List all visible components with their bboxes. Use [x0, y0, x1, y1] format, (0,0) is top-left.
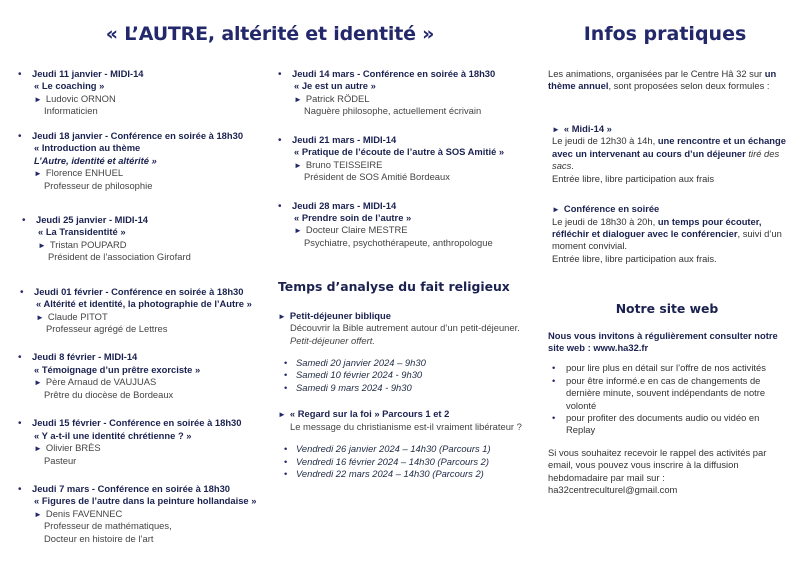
date-item: • Vendredi 22 mars 2024 – 14h30 (Parcours 2): [284, 468, 533, 480]
info-column: [548, 68, 786, 496]
website-title: Notre site web: [615, 301, 719, 317]
event-subtitle: « Le coaching »: [34, 80, 105, 92]
event-subtitle: « Introduction au thème: [34, 142, 141, 154]
bullet-icon: •: [20, 286, 24, 298]
faith-desc: Le message du christianisme est-il vraiment libérateur ?: [290, 420, 522, 432]
triangle-right-icon: ►: [278, 311, 286, 321]
event-desc: Psychiatre, psychothérapeute, anthropologue: [304, 236, 493, 248]
event-subtitle: « Je est un autre »: [294, 80, 376, 92]
event-item: [18, 417, 278, 467]
page-title: « L’AUTRE, altérité et identité »: [105, 23, 435, 45]
event-speaker: ► Docteur Claire MESTRE: [294, 224, 408, 236]
triangle-right-icon: ►: [294, 160, 302, 170]
bullet-icon: •: [278, 134, 282, 146]
triangle-right-icon: ►: [278, 410, 286, 420]
breakfast-block: [278, 310, 533, 347]
event-speaker: ► Patrick RÖDEL: [294, 92, 370, 104]
bullet-icon: •: [18, 484, 22, 495]
breakfast-dates: [278, 357, 533, 394]
event-head: Jeudi 14 mars - Conférence en soirée à 18h30: [292, 68, 496, 79]
info-intro: Les animations, organisées par le Centre Hâ 32 sur un thème annuel, sont proposées selon deux formules :: [548, 68, 777, 92]
event-item: [278, 134, 533, 184]
event-speaker: ► Bruno TEISSEIRE: [294, 158, 383, 170]
event-head: Jeudi 18 janvier - Conférence en soirée à 18h30: [32, 129, 244, 141]
event-speaker: ► Florence ENHUEL: [34, 166, 124, 178]
event-desc: Professeur agrégé de Lettres: [46, 323, 168, 335]
faith-dates: [278, 443, 533, 480]
triangle-right-icon: ►: [36, 312, 44, 322]
event-speaker: ► Olivier BRÈS: [34, 442, 101, 454]
website-intro[interactable]: Nous vous invitons à régulièrement consulter notre site web : www.ha32.fr: [548, 329, 778, 353]
bullet-icon: •: [278, 200, 282, 212]
triangle-right-icon: ►: [34, 94, 42, 104]
triangle-right-icon: ►: [34, 378, 42, 388]
event-speaker: ► Ludovic ORNON: [34, 92, 116, 104]
events-column-1: [18, 68, 278, 545]
triangle-right-icon: ►: [294, 226, 302, 236]
event-speaker: ► Tristan POUPARD: [38, 238, 127, 250]
event-head: Jeudi 8 février - MIDI-14: [32, 351, 138, 363]
event-subtitle: « Altérité et identité, la photographie de l’Autre »: [36, 298, 252, 310]
event-head: Jeudi 01 février - Conférence en soirée à 18h30: [34, 285, 244, 297]
event-item: [22, 214, 282, 264]
soiree-block: [548, 203, 786, 265]
info-title: Infos pratiques: [583, 23, 747, 45]
event-head: Jeudi 7 mars - Conférence en soirée à 18h30: [32, 483, 231, 494]
event-subtitle-2: L’Autre, identité et altérité »: [34, 154, 157, 166]
list-item: • pour être informé.e en cas de changements de dernière minute, souvent indépendants de notre volonté: [552, 375, 786, 412]
bullet-icon: •: [278, 69, 282, 80]
midi-entry: Entrée libre, libre participation aux frais: [552, 172, 715, 184]
website-benefits: [548, 362, 786, 436]
event-head: Jeudi 28 mars - MIDI-14: [292, 199, 397, 211]
midi-text: Le jeudi de 12h30 à 14h, une rencontre et un échange avec un intervenant au cours d’un déjeuner tiré des sacs.: [552, 135, 786, 172]
breakfast-head: ► Petit-déjeuner biblique: [278, 309, 391, 321]
event-head: Jeudi 11 janvier - MIDI-14: [32, 68, 144, 79]
triangle-right-icon: ►: [294, 94, 302, 104]
date-item: • Vendredi 16 février 2024 – 14h30 (Parcours 2): [284, 456, 533, 468]
event-item: [278, 200, 533, 250]
religious-section-title: Temps d’analyse du fait religieux: [278, 279, 510, 295]
bullet-icon: •: [18, 352, 22, 364]
event-item: [18, 483, 278, 545]
list-item: • pour lire plus en détail sur l’offre de nos activités: [552, 362, 786, 374]
event-desc: Président de l’association Girofard: [48, 251, 191, 263]
event-item: [278, 68, 533, 118]
event-subtitle: « Y a-t-il une identité chrétienne ? »: [34, 429, 192, 441]
triangle-right-icon: ►: [552, 124, 560, 134]
triangle-right-icon: ►: [552, 204, 560, 214]
bullet-icon: •: [18, 418, 22, 430]
event-item: [18, 351, 278, 401]
event-item: [20, 286, 280, 336]
soiree-entry: Entrée libre, libre participation aux frais.: [552, 252, 717, 264]
event-item: [18, 68, 278, 118]
event-subtitle: « Pratique de l’écoute de l’autre à SOS Amitié »: [294, 146, 505, 158]
event-desc: Professeur de mathématiques,: [44, 520, 172, 532]
events-column-2: [278, 68, 533, 480]
soiree-text: Le jeudi de 18h30 à 20h, un temps pour écouter, réfléchir et dialoguer avec le conférencier, suivi d’un moment convivial.: [552, 215, 782, 252]
event-subtitle: « La Transidentité »: [38, 226, 126, 238]
triangle-right-icon: ►: [34, 168, 42, 178]
event-item: [18, 130, 278, 192]
event-head: Jeudi 21 mars - MIDI-14: [292, 133, 397, 145]
bullet-icon: •: [18, 130, 22, 142]
list-item: • pour profiter des documents audio ou vidéo en Replay: [552, 412, 786, 437]
event-desc: Président de SOS Amitié Bordeaux: [304, 171, 450, 183]
triangle-right-icon: ►: [34, 509, 42, 519]
event-desc: Docteur en histoire de l’art: [44, 532, 154, 544]
event-desc: Informaticien: [44, 105, 98, 117]
date-item: • Samedi 9 mars 2024 - 9h30: [284, 382, 533, 394]
midi-block: [548, 123, 786, 185]
reminder-text: Si vous souhaitez recevoir le rappel des activités par email, vous pouvez vous inscrire à la diffusion hebdomadaire par mail sur :: [548, 446, 767, 483]
faith-head: ► « Regard sur la foi » Parcours 1 et 2: [278, 408, 450, 420]
event-subtitle: « Prendre soin de l’autre »: [294, 211, 412, 223]
event-speaker: ► Denis FAVENNEC: [34, 507, 123, 519]
triangle-right-icon: ►: [38, 240, 46, 250]
event-desc: Prêtre du diocèse de Bordeaux: [44, 388, 174, 400]
event-head: Jeudi 25 janvier - MIDI-14: [36, 213, 149, 225]
breakfast-desc: Découvrir la Bible autrement autour d’un petit-déjeuner. Petit-déjeuner offert.: [290, 322, 520, 346]
date-item: • Samedi 10 février 2024 - 9h30: [284, 369, 533, 381]
event-speaker: ► Claude PITOT: [36, 310, 108, 322]
faith-block: [278, 408, 533, 433]
event-desc: Professeur de philosophie: [44, 179, 153, 191]
event-desc: Naguère philosophe, actuellement écrivain: [304, 105, 482, 117]
event-head: Jeudi 15 février - Conférence en soirée à 18h30: [32, 417, 242, 429]
soiree-head: ► Conférence en soirée: [552, 202, 660, 214]
event-subtitle: « Figures de l’autre dans la peinture hollandaise »: [34, 495, 257, 507]
bullet-icon: •: [18, 69, 22, 80]
date-item: • Vendredi 26 janvier 2024 – 14h30 (Parcours 1): [284, 443, 533, 455]
midi-head: ► « Midi-14 »: [552, 122, 612, 134]
event-subtitle: « Témoignage d’un prêtre exorciste »: [34, 363, 201, 375]
event-desc: Pasteur: [44, 454, 77, 466]
email-link[interactable]: ha32centreculturel@gmail.com: [548, 484, 678, 495]
event-speaker: ► Père Arnaud de VAUJUAS: [34, 376, 157, 388]
bullet-icon: •: [22, 214, 26, 226]
date-item: • Samedi 20 janvier 2024 – 9h30: [284, 357, 533, 369]
triangle-right-icon: ►: [34, 444, 42, 454]
